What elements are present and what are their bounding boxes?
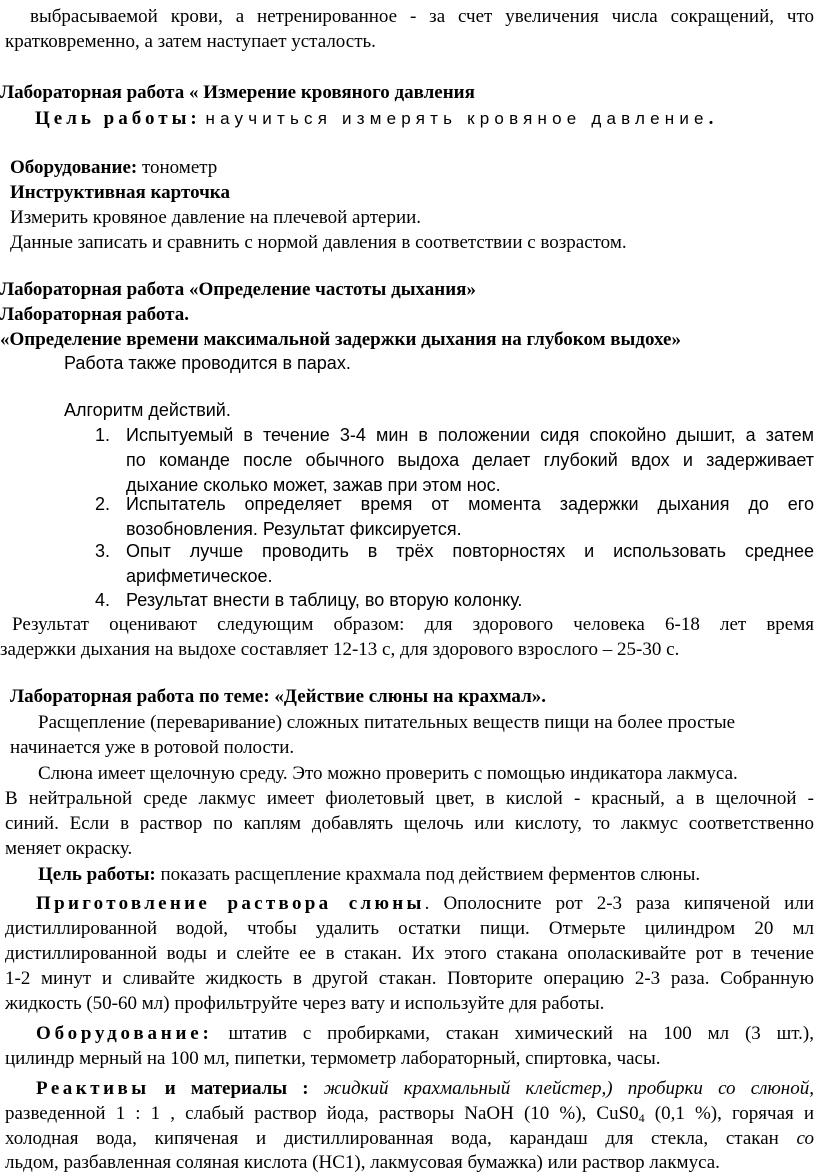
lab1-goal-text: научиться измерять кровяное давление bbox=[205, 109, 709, 128]
lab4-p1-line-1: Расщепление (переваривание) сложных питательных веществ пищи на более простые bbox=[38, 712, 736, 733]
lab4-goal-text: показать расщепление крахмала под действием ферментов слюны. bbox=[155, 864, 701, 885]
list-item-line: по команде после обычного выдоха делает глубокий вдох и задерживает bbox=[126, 450, 814, 470]
list-item-line: арифметическое. bbox=[126, 566, 273, 586]
intro-line-2: кратковременно, а затем наступает усталость. bbox=[5, 31, 376, 52]
lab4-prep-line-5: жидкость (50-60 мл) профильтруйте через вату и используйте для работы. bbox=[5, 993, 605, 1014]
lab3-title-2: «Определение времени максимальной задержки дыхания на глубоком выдохе» bbox=[0, 329, 681, 350]
list-item bbox=[126, 423, 814, 498]
lab4-prep-text: . Ополосните рот 2-3 раза кипяченой или bbox=[424, 893, 814, 914]
intro-line-1: выбрасываемой крови, а нетренированное - за счет увеличения числа сокращений, что bbox=[30, 6, 814, 27]
lab4-p2-line-2: В нейтральной среде лакмус имеет фиолетовый цвет, в кислой - красный, а в щелочной - bbox=[5, 788, 814, 809]
lab4-equip-line-2: цилиндр мерный на 100 мл, пипетки, термометр лабораторный, спиртовка, часы. bbox=[5, 1048, 661, 1069]
lab4-title: Лабораторная работа по теме: «Действие слюны на крахмал». bbox=[10, 686, 546, 707]
lab4-prep-line-1 bbox=[36, 891, 814, 916]
list-item-line: Испытатель определяет время от момента задержки дыхания до его bbox=[126, 494, 814, 514]
lab1-equipment-label: Оборудование: bbox=[10, 157, 138, 178]
lab4-equip-label: Оборудование: bbox=[36, 1023, 213, 1044]
lab4-equip-line-1 bbox=[36, 1021, 814, 1046]
list-item-number: 1. bbox=[95, 425, 111, 445]
lab1-equipment-text: тонометр bbox=[137, 157, 218, 178]
list-item-line: Результат внести в таблицу, во вторую колонку. bbox=[126, 590, 523, 610]
lab2-title: Лабораторная работа «Определение частоты дыхания» bbox=[0, 279, 476, 300]
list-item-line: возобновления. Результат фиксируется. bbox=[126, 519, 462, 539]
lab4-reag-l2b: (0,1 %), горячая и bbox=[644, 1103, 815, 1124]
lab1-title: Лабораторная работа « Измерение кровяного давления bbox=[0, 82, 475, 103]
lab4-prep-line-2: дистиллированной водой, чтобы удалить остатки пищи. Отмерьте цилиндром 20 мл bbox=[5, 918, 814, 939]
list-item-number: 2. bbox=[95, 494, 111, 514]
lab4-reag-line-2 bbox=[5, 1101, 814, 1126]
list-item-number: 4. bbox=[95, 590, 111, 610]
lab3-pairs: Работа также проводится в парах. bbox=[64, 353, 351, 373]
list-item-number: 3. bbox=[95, 541, 111, 561]
lab4-reag-l3b: со bbox=[796, 1128, 814, 1149]
list-item-line: дыхание сколько может, зажав при этом нос. bbox=[126, 475, 501, 495]
lab3-title-1: Лабораторная работа. bbox=[0, 304, 189, 325]
lab4-p2-line-3: синий. Если в раствор по каплям добавлять щелочь или кислоту, то лакмус соответственно bbox=[5, 813, 814, 834]
lab1-goal-label: Цель работы: bbox=[35, 108, 201, 129]
lab1-goal bbox=[35, 106, 713, 131]
lab1-card-title: Инструктивная карточка bbox=[10, 182, 230, 203]
lab4-goal-label: Цель работы: bbox=[38, 864, 156, 885]
lab4-reag-line-1 bbox=[36, 1076, 814, 1101]
list-item-line: Опыт лучше проводить в трёх повторностях и использовать среднее bbox=[126, 541, 814, 561]
lab4-reag-l2a: разведенной 1 : 1 , слабый раствор йода, растворы NaOH (10 %), CuS0 bbox=[5, 1103, 639, 1124]
lab1-step-1: Измерить кровяное давление на плечевой артерии. bbox=[10, 207, 422, 228]
lab4-reag-label-2: и материалы : bbox=[149, 1078, 309, 1099]
list-item bbox=[126, 492, 814, 542]
lab4-p2-line-1: Слюна имеет щелочную среду. Это можно проверить с помощью индикатора лакмуса. bbox=[38, 763, 738, 784]
list-item bbox=[126, 539, 814, 589]
lab3-result-line-2: задержки дыхания на выдохе составляет 12-13 с, для здорового взрослого – 25-30 с. bbox=[0, 639, 680, 660]
lab3-algorithm: Алгоритм действий. bbox=[64, 400, 231, 420]
lab1-goal-end: . bbox=[708, 108, 714, 129]
list-item bbox=[126, 588, 814, 613]
lab4-p1-line-2: начинается уже в ротовой полости. bbox=[10, 737, 295, 758]
lab4-reag-sub: 4 bbox=[638, 1111, 645, 1125]
lab1-equipment bbox=[10, 155, 217, 180]
lab4-reag-line-3 bbox=[5, 1126, 814, 1151]
list-item-line: Испытуемый в течение 3-4 мин в положении сидя спокойно дышит, а затем bbox=[126, 425, 814, 445]
lab4-reag-label-1: Реактивы bbox=[36, 1078, 150, 1099]
lab4-reag-l3a: холодная вода, кипяченая и дистиллированная вода, карандаш для стекла, стакан bbox=[5, 1128, 797, 1149]
lab4-p2-line-4: меняет окраску. bbox=[5, 838, 133, 859]
lab4-reag-line-4: льдом, разбавленная соляная кислота (НС1), лакмусовая бумажка) или раствор лакмуса. bbox=[5, 1152, 720, 1173]
lab4-prep-label: Приготовление раствора слюны bbox=[36, 893, 425, 914]
lab4-prep-line-3: дистиллированной воды и слейте ее в стакан. Их этого стакана ополаскивайте рот в течение bbox=[5, 943, 814, 964]
lab4-prep-line-4: 1-2 минут и сливайте жидкость в другой стакан. Повторите операцию 2-3 раза. Собранную bbox=[5, 968, 814, 989]
lab4-goal bbox=[38, 862, 700, 887]
lab3-result-line-1: Результат оценивают следующим образом: для здорового человека 6-18 лет время bbox=[12, 614, 814, 635]
lab4-reag-text: жидкий крахмальный клейстер,) пробирки со слюной, bbox=[308, 1078, 814, 1099]
lab1-step-2: Данные записать и сравнить с нормой давления в соответствии с возрастом. bbox=[10, 232, 627, 253]
lab4-equip-text: штатив с пробирками, стакан химический на 100 мл (3 шт.), bbox=[212, 1023, 814, 1044]
